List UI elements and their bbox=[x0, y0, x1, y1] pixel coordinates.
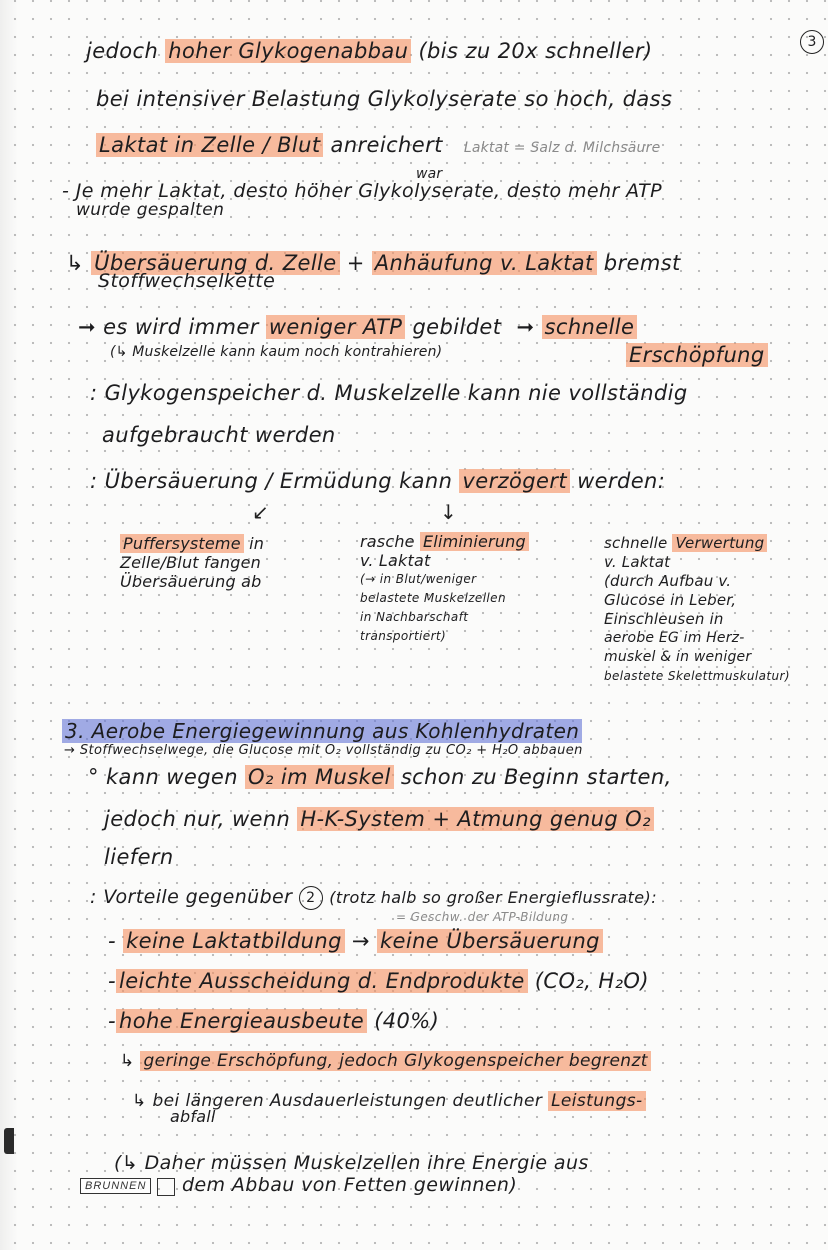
note-line-20 bbox=[120, 1048, 651, 1074]
note-line-14: jedoch nur, wenn H-K-System + Atmung genug O₂ bbox=[104, 806, 654, 832]
note-line-15: liefern bbox=[104, 845, 174, 869]
section-3-subtitle: → Stoffwechselwege, die Glucose mit O₂ vollständig zu CO₂ + H₂O abbauen bbox=[64, 743, 583, 758]
highlight-weniger-atp: weniger ATP bbox=[266, 315, 406, 339]
annotation-war: war bbox=[416, 166, 443, 182]
highlight-verzoegert: verzögert bbox=[459, 469, 570, 493]
highlight-energieausbeute: hohe Energieausbeute bbox=[116, 1009, 367, 1033]
note-line-9: (↳ Muskelzelle kann kaum noch kontrahieren) bbox=[110, 344, 443, 360]
curved-arrow-icon: ↳ bbox=[132, 1091, 147, 1111]
highlight-o2-muskel: O₂ im Muskel bbox=[245, 765, 394, 789]
highlight-hk-system: H-K-System + Atmung genug O₂ bbox=[297, 807, 654, 831]
arrow-down-icon: ↓ bbox=[440, 500, 457, 524]
highlight-keine-laktat: keine Laktatbildung bbox=[123, 929, 345, 953]
note-line-16: : Vorteile gegenüber 2 (trotz halb so großer Energieflussrate): bbox=[90, 886, 657, 908]
note-line-23: (↳ Daher müssen Muskelzellen ihre Energie aus bbox=[114, 1152, 589, 1174]
column-verwertung: schnelle Verwertung v. Laktat (durch Aufbau v. Glucose in Leber, Einschleusen in aerobe EG im Herz- muskel & in weniger belastete Skelettmuskulatur) bbox=[604, 534, 790, 683]
section-heading-3 bbox=[62, 718, 582, 744]
note-line-10: : Glykogenspeicher d. Muskelzelle kann nie vollständig bbox=[90, 381, 688, 405]
column-puffersysteme: Puffersysteme in Zelle/Blut fangen Übersäuerung ab bbox=[120, 534, 265, 591]
highlight-uebersaeuerung: Übersäuerung d. Zelle bbox=[91, 251, 340, 275]
highlight-puffersysteme: Puffersysteme bbox=[120, 534, 244, 553]
note-line-17: - keine Laktatbildung → keine Übersäuerung bbox=[108, 928, 603, 954]
notebook-brand-label: BRUNNEN bbox=[80, 1178, 151, 1194]
curved-arrow-icon: ↳ bbox=[120, 1051, 135, 1071]
highlight-heading-blue: 3. Aerobe Energiegewinnung aus Kohlenhydraten bbox=[62, 719, 582, 743]
arrow-right-icon: ➞ bbox=[78, 315, 96, 339]
note-geschw: = Geschw. der ATP-Bildung bbox=[396, 910, 569, 924]
arrow-right-icon: ➞ bbox=[516, 315, 535, 339]
note-line-4: - Je mehr Laktat, desto höher Glykolyserate, desto mehr ATP bbox=[62, 180, 662, 202]
note-line-12: : Übersäuerung / Ermüdung kann verzögert werden: bbox=[90, 469, 666, 493]
note-line-22: abfall bbox=[170, 1107, 216, 1126]
note-line-7: Stoffwechselkette bbox=[98, 270, 276, 292]
note-line-2: bei intensiver Belastung Glykolyserate so hoch, dass bbox=[96, 87, 673, 111]
note-line-21: ↳ bei längeren Ausdauerleistungen deutlicher Leistungs- bbox=[132, 1088, 646, 1114]
highlight-erschoepfung: Erschöpfung bbox=[626, 343, 768, 367]
brand-logo-icon bbox=[157, 1178, 175, 1196]
note-line-3: Laktat in Zelle / Blut anreichert Laktat = Salz d. Milchsäure bbox=[96, 132, 660, 158]
highlight-ausscheidung: leichte Ausscheidung d. Endprodukte bbox=[116, 969, 528, 993]
note-line-1: jedoch hoher Glykogenabbau (bis zu 20x schneller) bbox=[86, 39, 653, 63]
highlight-schnelle: schnelle bbox=[542, 315, 638, 339]
highlight-eliminierung: Eliminierung bbox=[420, 532, 529, 551]
curved-arrow-icon: ↳ bbox=[66, 251, 84, 275]
note-line-13: ° kann wegen O₂ im Muskel schon zu Beginn starten, bbox=[88, 765, 672, 789]
circled-number: 2 bbox=[299, 886, 323, 910]
highlight-geringe-erschoepfung: geringe Erschöpfung, jedoch Glykogenspeicher begrenzt bbox=[140, 1051, 650, 1071]
highlight-leistungsabfall: Leistungs- bbox=[548, 1091, 646, 1111]
note-line-19: - hohe Energieausbeute (40%) bbox=[108, 1009, 440, 1033]
arrow-right-icon: → bbox=[351, 929, 370, 953]
note-line-9-hl bbox=[626, 342, 768, 368]
note-line-6: ↳ Übersäuerung d. Zelle + Anhäufung v. Laktat bremst bbox=[66, 251, 681, 275]
highlight-anhaeufung: Anhäufung v. Laktat bbox=[372, 251, 597, 275]
highlight-verwertung: Verwertung bbox=[672, 534, 767, 552]
highlight-laktat-zelle: Laktat in Zelle / Blut bbox=[96, 133, 323, 157]
highlight-keine-uebersaeuerung: keine Übersäuerung bbox=[377, 929, 603, 953]
column-eliminierung: rasche Eliminierung v. Laktat (→ in Blut/weniger belastete Muskelzellen in Nachbarschaft transportiert) bbox=[360, 532, 529, 646]
page-number: 3 bbox=[800, 30, 824, 54]
binder-clip bbox=[4, 1128, 14, 1154]
note-line-8: ➞ es wird immer weniger ATP gebildet ➞ schnelle bbox=[78, 314, 637, 340]
arrow-down-left-icon: ↙ bbox=[252, 500, 269, 524]
side-note-laktat: Laktat = Salz d. Milchsäure bbox=[463, 140, 661, 156]
highlight-glykogenabbau: hoher Glykogenabbau bbox=[165, 39, 411, 63]
note-line-18: - leichte Ausscheidung d. Endprodukte (CO₂, H₂O) bbox=[108, 969, 649, 993]
note-line-24: dem Abbau von Fetten gewinnen) bbox=[182, 1174, 518, 1196]
note-line-5: wurde gespalten bbox=[76, 200, 225, 220]
page-edge-shadow bbox=[0, 0, 18, 1250]
note-line-11: aufgebraucht werden bbox=[102, 423, 336, 447]
